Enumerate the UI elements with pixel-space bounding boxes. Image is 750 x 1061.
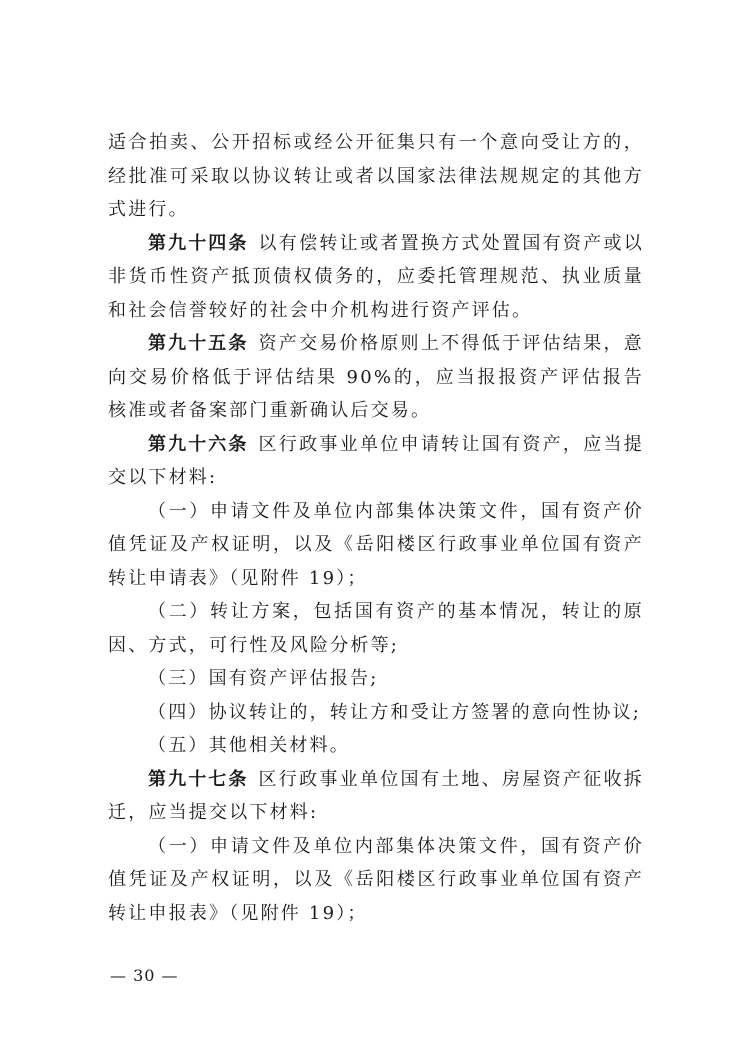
article-number: 第九十五条	[148, 333, 249, 354]
body-text	[108, 126, 644, 930]
list-item-text: （五）其他相关材料。	[148, 735, 350, 756]
article-number: 第九十六条	[148, 433, 249, 455]
list-item	[108, 696, 644, 730]
list-item	[108, 729, 644, 763]
article-number: 第九十四条	[148, 232, 249, 254]
article-95	[108, 327, 644, 428]
list-item	[108, 830, 644, 931]
list-item-text: （四）协议转让的，转让方和受让方签署的意向性协议;	[148, 701, 642, 723]
list-item-text: （三）国有资产评估报告;	[148, 668, 379, 689]
article-text: 区行政事业单位申请转让国有资产，应当提交以下材料:	[108, 433, 644, 488]
article-96	[108, 428, 644, 495]
article-number: 第九十七条	[148, 768, 249, 790]
list-item-text: （一）申请文件及单位内部集体决策文件，国有资产价值凭证及产权证明，以及《岳阳楼区行政事业单位国有资产转让申请表》（见附件 19）；	[108, 500, 644, 589]
page-number: — 30 —	[110, 966, 179, 985]
article-text: 区行政事业单位国有土地、房屋资产征收拆迁，应当提交以下材料:	[108, 768, 644, 823]
paragraph-continuation	[108, 126, 644, 227]
article-94	[108, 227, 644, 328]
article-text: 以有偿转让或者置换方式处置国有资产或以非货币性资产抵顶债权债务的，应委托管理规范、执业质量和社会信誉较好的社会中介机构进行资产评估。	[108, 232, 644, 321]
list-item-text: （一）申请文件及单位内部集体决策文件，国有资产价值凭证及产权证明，以及《岳阳楼区行政事业单位国有资产转让申报表》（见附件 19）；	[108, 835, 644, 924]
article-97	[108, 763, 644, 830]
article-text: 资产交易价格原则上不得低于评估结果，意向交易价格低于评估结果 90%的，应当报报资产评估报告核准或者备案部门重新确认后交易。	[108, 333, 644, 421]
paragraph-text: 适合拍卖、公开招标或经公开征集只有一个意向受让方的，经批准可采取以协议转让或者以国家法律法规规定的其他方式进行。	[108, 132, 644, 220]
list-item	[108, 662, 644, 696]
list-item	[108, 595, 644, 662]
list-item-text: （二）转让方案，包括国有资产的基本情况，转让的原因、方式，可行性及风险分析等;	[108, 601, 644, 656]
list-item	[108, 495, 644, 596]
